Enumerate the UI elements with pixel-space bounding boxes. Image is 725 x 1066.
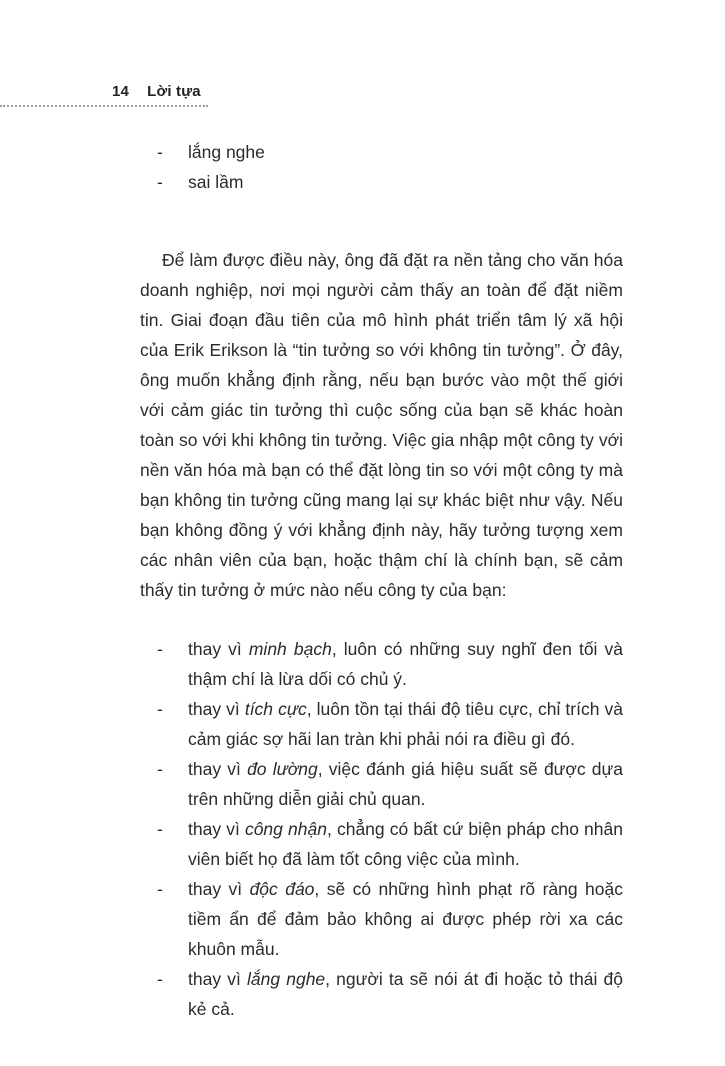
emphasis-term: tích cực [244,699,307,719]
header-dotted-rule [0,105,208,107]
emphasis-term: lắng nghe [247,969,326,989]
emphasis-term: độc đáo [249,879,315,899]
list-item: - thay vì minh bạch, luôn có những suy nghĩ đen tối và thậm chí là lừa dối có chủ ý. [140,634,623,694]
running-header [112,83,201,100]
dash-marker: - [157,172,163,192]
emphasis-term: minh bạch [248,639,332,659]
dash-marker: - [157,699,163,719]
top-bullet-list [140,137,623,197]
emphasis-term: công nhận [244,819,327,839]
emphasis-term: đo lường [247,759,318,779]
list-item: - thay vì tích cực, luôn tồn tại thái độ tiêu cực, chỉ trích và cảm giác sợ hãi lan tràn khi phải nói ra điều gì đó. [140,694,623,754]
contrast-bullet-list [140,634,623,1024]
dash-marker: - [157,819,163,839]
list-item: - thay vì đo lường, việc đánh giá hiệu suất sẽ được dựa trên những diễn giải chủ quan. [140,754,623,814]
dash-marker: - [157,969,163,989]
page-body [140,133,623,1024]
section-title: Lời tựa [147,83,201,100]
list-item: - lắng nghe [140,137,623,167]
list-item: - thay vì lắng nghe, người ta sẽ nói át đi hoặc tỏ thái độ kẻ cả. [140,964,623,1024]
dash-marker: - [157,639,163,659]
list-item: - sai lầm [140,167,623,197]
dash-marker: - [157,759,163,779]
dash-marker: - [157,879,163,899]
body-paragraph: Để làm được điều này, ông đã đặt ra nền tảng cho văn hóa doanh nghiệp, nơi mọi người cảm thấy an toàn để đặt niềm tin. Giai đoạn đầu tiên của mô hình phát triển tâm lý xã hội của Erik Erikson là “tin tưởng so với không tin tưởng”. Ở đây, ông muốn khẳng định rằng, nếu bạn bước vào một thế giới với cảm giác tin tưởng thì cuộc sống của bạn sẽ khác hoàn toàn so với khi không tin tưởng. Việc gia nhập một công ty với nền văn hóa mà bạn có thể đặt lòng tin so với một công ty mà bạn không tin tưởng cũng mang lại sự khác biệt như vậy. Nếu bạn không đồng ý với khẳng định này, hãy tưởng tượng xem các nhân viên của bạn, hoặc thậm chí là chính bạn, sẽ cảm thấy tin tưởng ở mức nào nếu công ty của bạn: [140,250,623,600]
list-item: - thay vì độc đáo, sẽ có những hình phạt rõ ràng hoặc tiềm ẩn để đảm bảo không ai được phép rời xa các khuôn mẫu. [140,874,623,964]
dash-marker: - [157,142,163,162]
page-number: 14 [112,83,130,100]
list-item: - thay vì công nhận, chẳng có bất cứ biện pháp cho nhân viên biết họ đã làm tốt công việc của mình. [140,814,623,874]
